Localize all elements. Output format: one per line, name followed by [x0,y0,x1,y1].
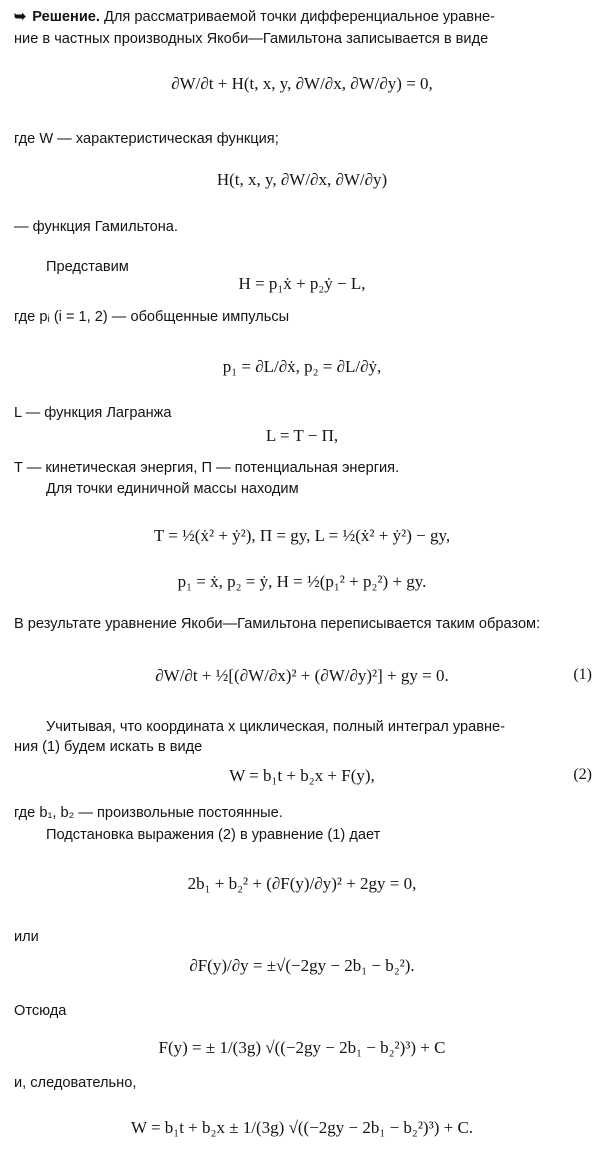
equation-h-definition: H = p₁ẋ + p₂ẏ − L, [238,274,366,293]
text-result: В результате уравнение Якоби—Гамильтона переписывается таким образом: [14,616,541,632]
equation-hamiltonian: H(t, x, y, ∂W/∂x, ∂W/∂y) [216,170,388,189]
intro-line-1 [14,8,596,26]
equation-2: W = b₁t + b₂x + F(y), [229,766,375,785]
solution-heading: Решение. [32,9,100,25]
text-energies: T — кинетическая энергия, Π — потенциальная энергия. [14,460,400,476]
equation-dF: ∂F(y)/∂y = ±√(−2gy − 2b₁ − b₂²). [189,956,415,975]
equation-hamilton-jacobi: ∂W/∂t + H(t, x, y, ∂W/∂x, ∂W/∂y) = 0, [171,74,433,93]
equation-energies: T = ½(ẋ² + ẏ²), Π = gy, L = ½(ẋ² + ẏ²) − gy, [153,526,451,545]
equation-momenta-hamiltonian: p₁ = ẋ, p₂ = ẏ, H = ½(p₁² + p₂²) + gy. [177,572,427,591]
text-constants: где b₁, b₂ — произвольные постоянные. [14,805,283,821]
equation-lagrangian: L = T − Π, [265,426,339,445]
equation-W-final: W = b₁t + b₂x ± 1/(3g) √((−2gy − 2b₁ − b₂²)³) + C. [130,1118,474,1137]
equation-1: ∂W/∂t + ½[(∂W/∂x)² + (∂W/∂y)²] + gy = 0. [155,666,449,685]
equation-1-number: (1) [573,666,592,683]
text-substitution: Подстановка выражения (2) в уравнение (1) дает [46,827,381,843]
text-lagrange: L — функция Лагранжа [14,405,172,421]
equation-2-number: (2) [573,766,592,783]
intro-text-1: Для рассматриваемой точки дифференциальное уравне- [104,9,496,25]
text-hamilton-function: — функция Гамильтона. [14,219,178,235]
text-cyclic-2: ния (1) будем искать в виде [14,739,203,755]
intro-line-2: ние в частных производных Якоби—Гамильтона записывается в виде [14,31,489,47]
text-unit-mass: Для точки единичной массы находим [46,481,299,497]
arrow-icon: ➥ [14,9,27,25]
text-characteristic: где W — характеристическая функция; [14,131,279,147]
equation-substituted: 2b₁ + b₂² + (∂F(y)/∂y)² + 2gy = 0, [187,874,417,893]
text-hence: Отсюда [14,1003,67,1019]
text-represent: Представим [46,259,129,275]
equation-F: F(y) = ± 1/(3g) √((−2gy − 2b₁ − b₂²)³) + C [158,1038,446,1057]
text-cyclic-1: Учитывая, что координата x циклическая, полный интеграл уравне- [46,719,506,735]
text-momenta: где pᵢ (i = 1, 2) — обобщенные импульсы [14,309,290,325]
text-thus: и, следовательно, [14,1075,137,1091]
equation-momenta: p₁ = ∂L/∂ẋ, p₂ = ∂L/∂ẏ, [222,357,382,376]
text-or: или [14,929,39,945]
